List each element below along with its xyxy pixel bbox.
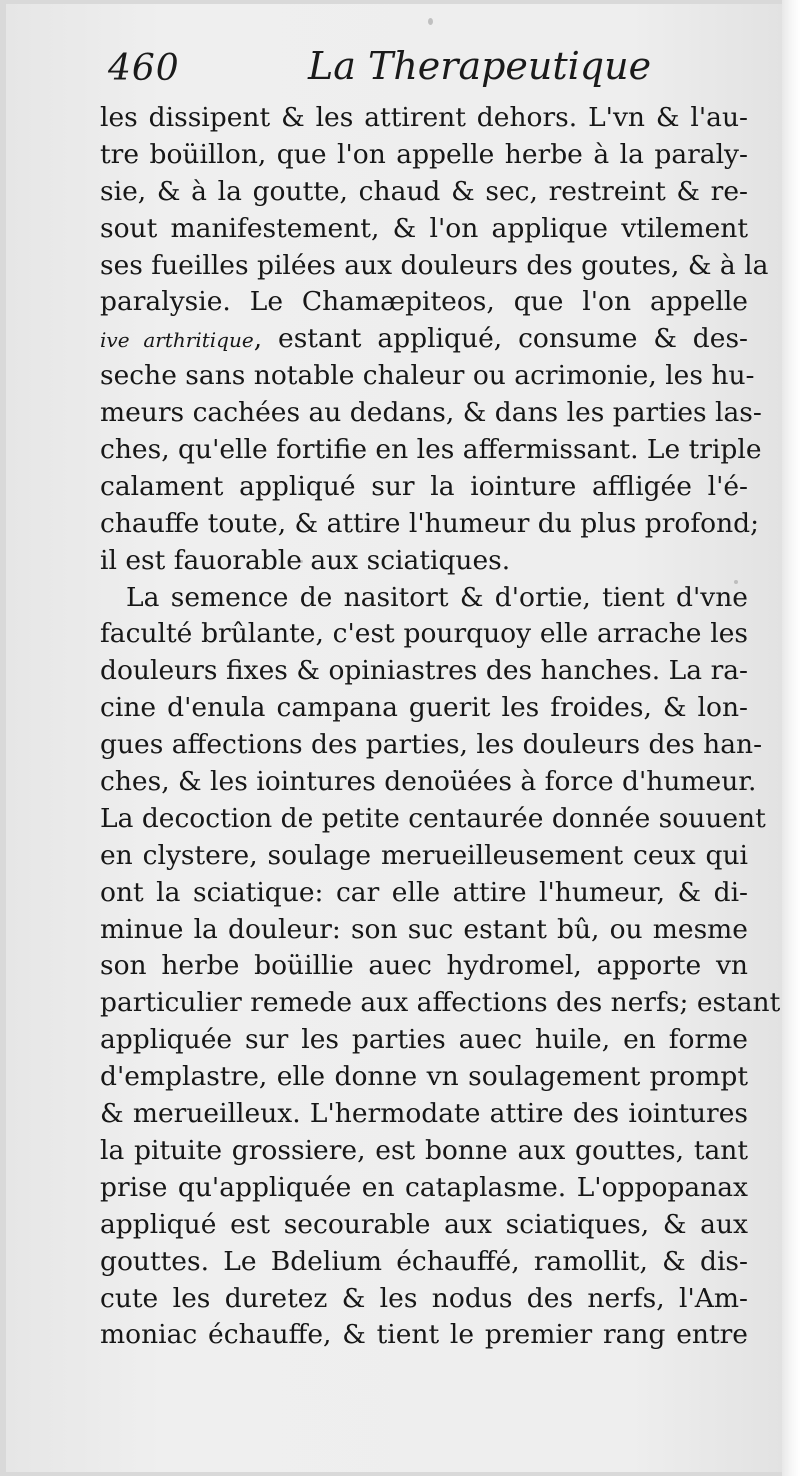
- text-line: douleurs fixes & opiniastres des hanches. La ra-: [100, 655, 748, 687]
- text-line: & merueilleux. L'hermodate attire des iointures: [100, 1098, 748, 1130]
- text-line: la pituite grossiere, est bonne aux gouttes, tant: [100, 1134, 748, 1166]
- text-line: appliqué est secourable aux sciatiques, & aux: [100, 1208, 748, 1240]
- text-line: chauffe toute, & attire l'humeur du plus profond;: [100, 507, 760, 539]
- text-line: prise qu'appliquée en cataplasme. L'oppopanax: [100, 1171, 748, 1203]
- running-title: La Therapeutique: [308, 44, 652, 88]
- text-line: son herbe boüillie auec hydromel, apporte vn: [100, 950, 748, 982]
- text-line: cute les duretez & les nodus des nerfs, l'Am-: [100, 1282, 748, 1314]
- text-line: meurs cachées au dedans, & dans les parties las-: [100, 397, 762, 429]
- text-line: gouttes. Le Bdelium échauffé, ramollit, & dis-: [100, 1245, 748, 1277]
- text-line: ses fueilles pilées aux douleurs des goutes, & à la: [100, 249, 769, 281]
- text-line: sout manifestement, & l'on applique vtilement: [100, 212, 748, 244]
- text-line: sie, & à la goutte, chaud & sec, restreint & re-: [100, 175, 748, 207]
- text-line: ont la sciatique: car elle attire l'humeur, & di-: [100, 876, 748, 908]
- text-line: ches, qu'elle fortifie en les affermissant. Le triple: [100, 434, 762, 466]
- text-line: [100, 321, 748, 358]
- ink-speck: [428, 18, 433, 25]
- page-edge: [782, 0, 800, 1476]
- text-line: d'emplastre, elle donne vn soulagement prompt: [100, 1061, 748, 1093]
- text-line: tre boüillon, que l'on appelle herbe à la paraly-: [100, 138, 748, 170]
- text-line: les dissipent & les attirent dehors. L'vn & l'au-: [100, 102, 748, 133]
- text-line: seche sans notable chaleur ou acrimonie, les hu-: [100, 360, 755, 392]
- text-line: gues affections des parties, les douleurs des han-: [100, 729, 763, 761]
- text-line: ches, & les iointures denoüées à force d'humeur.: [100, 766, 757, 798]
- line-text: , estant appliqué, consume & des-: [253, 323, 749, 355]
- text-line: calament appliqué sur la iointure affligée l'é-: [100, 470, 748, 502]
- text-line: particulier remede aux affections des nerfs; estant: [100, 987, 781, 1019]
- text-line: La decoction de petite centaurée donnée souuent: [100, 802, 766, 834]
- page-number: 460: [108, 48, 180, 89]
- text-line: paralysie. Le Chamæpiteos, que l'on appelle: [100, 286, 748, 318]
- italic-term: ive arthritique: [100, 328, 254, 353]
- body-text: [100, 100, 781, 1354]
- text-line: appliquée sur les parties auec huile, en forme: [100, 1024, 748, 1056]
- text-line: La semence de nasitort & d'ortie, tient d'vne: [126, 581, 748, 613]
- text-line: il est fauorable aux sciatiques.: [100, 544, 511, 576]
- text-line: en clystere, soulage merueilleusement ceux qui: [100, 839, 748, 871]
- text-line: faculté brûlante, c'est pourquoy elle arrache les: [100, 618, 748, 650]
- text-line: moniac échauffe, & tient le premier rang entre: [100, 1319, 748, 1351]
- text-line: cine d'enula campana guerit les froides, & lon-: [100, 692, 748, 724]
- running-head: [108, 44, 652, 96]
- text-line: minue la douleur: son suc estant bû, ou mesme: [100, 913, 748, 945]
